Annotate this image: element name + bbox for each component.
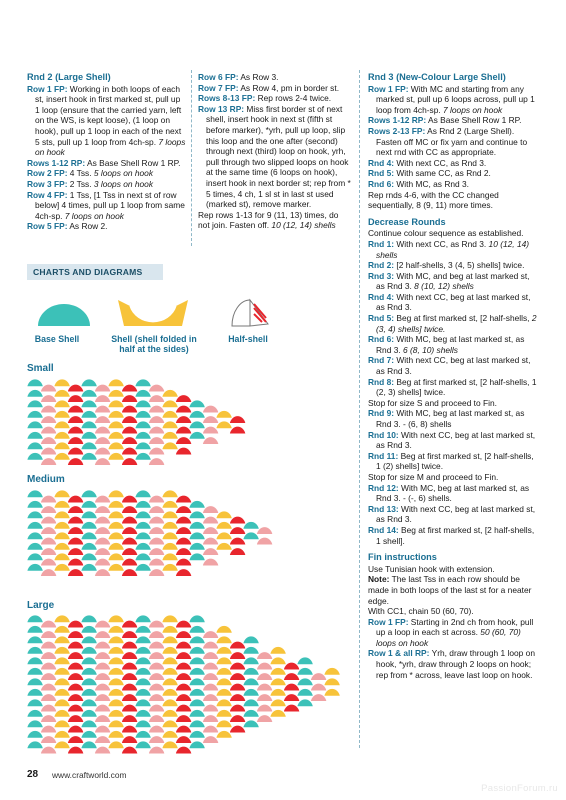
shell-mark <box>162 615 178 622</box>
fin-intro: Use Tunisian hook with extension. <box>368 563 495 574</box>
section-title: Rnd 2 (Large Shell) <box>27 72 111 82</box>
shell-mark <box>81 615 97 622</box>
shell-mark <box>54 615 70 622</box>
stop-size-s: Stop for size S and proceed to Fin. <box>368 397 497 408</box>
instruction-row: Rnd 4: With next CC, as Rnd 3. <box>368 157 487 168</box>
folded-shell-icon <box>116 296 190 330</box>
section-title: Rnd 3 (New-Colour Large Shell) <box>368 72 506 82</box>
instruction-row: Rnd 11: Beg at first marked st, [2 half-shells, 1 (2) shells] twice. <box>368 450 534 472</box>
decrease-intro: Continue colour sequence as established. <box>368 228 524 239</box>
base-shell-icon <box>36 300 92 330</box>
shell-mark <box>27 490 43 497</box>
instruction-row: Row 7 FP: As Row 4, pm in border st. <box>198 82 340 93</box>
shell-mark <box>135 615 151 622</box>
size-label-medium: Medium <box>27 474 65 485</box>
large-chart <box>27 612 352 760</box>
instruction-row: Row 1 FP: Working in both loops of each st, insert hook in first marked st, pull up 1 loop (ensure that the carried yarn, left on the WS, is kept loose), (1 loop on hook), pull up 1 loop in each of the next 5 sts, pull up 1 loop from 4ch-sp. 7 loops on hook <box>27 83 186 158</box>
small-chart <box>27 376 267 472</box>
repeat-text: Rep rnds 4-6, with the CC changed sequentially, 8 (9, 11) more times. <box>368 189 499 211</box>
instruction-row: Rnd 10: With next CC, beg at last marked st, as Rnd 3. <box>368 429 536 451</box>
medium-chart <box>27 487 317 591</box>
shell-mark <box>108 615 124 622</box>
shell-mark <box>243 636 259 643</box>
closing-note: Rep rows 1-13 for 9 (11, 13) times, do not join. Fasten off. 10 (12, 14) shells <box>198 209 339 231</box>
base-shell-caption: Base Shell <box>34 334 80 344</box>
instruction-row: Rnd 1: With next CC, as Rnd 3. 10 (12, 14) shells <box>368 238 530 260</box>
instruction-row: Rnd 8: Beg at first marked st, [2 half-shells, 1 (2, 3) shells] twice. <box>368 376 537 398</box>
shell-mark <box>297 657 313 664</box>
charts-banner: CHARTS AND DIAGRAMS <box>27 264 163 280</box>
instruction-row: Rnd 6: With MC, as Rnd 3. <box>368 178 469 189</box>
column-divider <box>359 70 360 748</box>
size-label-large: Large <box>27 600 55 611</box>
footer-url: www.craftworld.com <box>52 770 127 780</box>
instruction-row: Rnd 7: With next CC, beg at last marked st, as Rnd 3. <box>368 355 531 377</box>
stop-size-m: Stop for size M and proceed to Fin. <box>368 471 499 482</box>
instruction-row: Rnd 5: Beg at first marked st, [2 half-shells, 2 (3, 4) shells] twice. <box>368 313 537 334</box>
instructions-column-1 <box>27 72 187 232</box>
shell-mark <box>189 615 205 622</box>
shell-mark <box>135 379 151 386</box>
row-list <box>368 239 540 398</box>
fin-title: Fin instructions <box>368 552 437 563</box>
shell-mark <box>54 379 70 386</box>
instruction-row: Row 13 RP: Miss first border st of next shell, insert hook in next st (fifth st before marker), *yrh, pull up loop, slip this loop and the one after (second) through next (third) loop on hook, yrh, pull through two slipped loops on hook at the same time (6 loops on hook), insert hook in next border st; rep from * 5 times, 4 ch, 1 sl st in last st used (marked st), remove marker. <box>198 103 351 210</box>
shell-mark <box>270 647 286 654</box>
instruction-row: Row 1 & all RP: Yrh, draw through 1 loop on hook, *yrh, draw through 2 loops on hook; rep from * across, leave last loop on hook. <box>368 648 535 680</box>
instruction-row: Rnd 13: With next CC, beg at last marked st, as Rnd 3. <box>368 503 536 525</box>
page-number: 28 <box>27 769 39 780</box>
shell-mark <box>162 490 178 497</box>
row-list <box>368 483 540 547</box>
shell-mark <box>324 668 340 675</box>
note: Note: The last Tss in each row should be made in both loops of the last st for a neater edge. <box>368 574 532 606</box>
instruction-row: Rows 2-13 FP: As Rnd 2 (Large Shell). Fasten off MC or fix yarn and continue to next rnd with CC as appropriate. <box>368 125 528 158</box>
instruction-row: Rnd 9: With MC, beg at last marked st, as Rnd 3. - (6, 8) shells <box>368 408 525 429</box>
row-list <box>368 617 540 681</box>
instruction-row: Row 5 FP: As Row 2. <box>27 221 108 232</box>
row-list <box>368 84 540 190</box>
instructions-column-3 <box>368 72 540 680</box>
watermark: PassionForum.ru <box>481 783 558 794</box>
shell-mark <box>27 379 43 386</box>
instruction-row: Rnd 14: Beg at first marked st, [2 half-shells, 1 shell]. <box>368 524 535 546</box>
shell-mark <box>135 490 151 497</box>
instruction-row: Rnd 12: With MC, beg at last marked st, as Rnd 3. - (-, 6) shells. <box>368 482 530 504</box>
shell-mark <box>108 379 124 386</box>
column-divider <box>191 70 192 246</box>
instruction-row: Row 1 FP: Starting in 2nd ch from hook, pull up a loop in each st across. 50 (60, 70) loops on hook <box>368 616 534 648</box>
chain-instruction: With CC1, chain 50 (60, 70). <box>368 606 474 617</box>
instructions-column-2 <box>198 72 352 231</box>
instruction-row: Row 3 FP: 2 Tss. 3 loops on hook <box>27 178 154 189</box>
instruction-row: Rows 8-13 FP: Rep rows 2-4 twice. <box>198 93 332 104</box>
shell-mark <box>27 615 43 622</box>
folded-shell-caption: Shell (shell folded in half at the sides) <box>111 334 197 354</box>
instruction-row: Row 6 FP: As Row 3. <box>198 72 279 82</box>
shell-mark <box>81 490 97 497</box>
shell-mark <box>108 490 124 497</box>
shell-mark <box>54 490 70 497</box>
half-shell-icon <box>228 296 272 330</box>
instruction-row: Rnd 5: With same CC, as Rnd 2. <box>368 168 491 179</box>
size-label-small: Small <box>27 363 54 374</box>
instruction-row: Rows 1-12 RP: As Base Shell Row 1 RP. <box>368 115 522 126</box>
row-list <box>27 84 187 232</box>
instruction-row: Rows 1-12 RP: As Base Shell Row 1 RP. <box>27 157 181 168</box>
instruction-row: Row 1 FP: With MC and starting from any marked st, pull up 6 loops across, pull up 1 loop from 4ch-sp. 7 loops on hook <box>368 83 535 115</box>
half-shell-caption: Half-shell <box>228 334 268 344</box>
shell-mark <box>216 626 232 633</box>
instruction-row: Rnd 4: With next CC, beg at last marked st, as Rnd 3. <box>368 291 531 313</box>
row-list <box>368 408 540 472</box>
instruction-row: Rnd 3: With MC, and beg at last marked st, as Rnd 3. 8 (10, 12) shells <box>368 270 530 292</box>
instruction-row: Rnd 2: [2 half-shells, 3 (4, 5) shells] twice. <box>368 260 525 271</box>
instruction-row: Row 4 FP: 1 Tss, [1 Tss in next st of row below] 4 times, pull up 1 loop from same 4ch-sp. 7 loops on hook <box>27 189 185 221</box>
shell-mark <box>81 379 97 386</box>
instruction-row: Row 2 FP: 4 Tss. 5 loops on hook <box>27 168 154 179</box>
decrease-title: Decrease Rounds <box>368 216 446 227</box>
row-list <box>198 72 352 210</box>
instruction-row: Rnd 6: With MC, beg at last marked st, as Rnd 3. 6 (8, 10) shells <box>368 334 525 355</box>
